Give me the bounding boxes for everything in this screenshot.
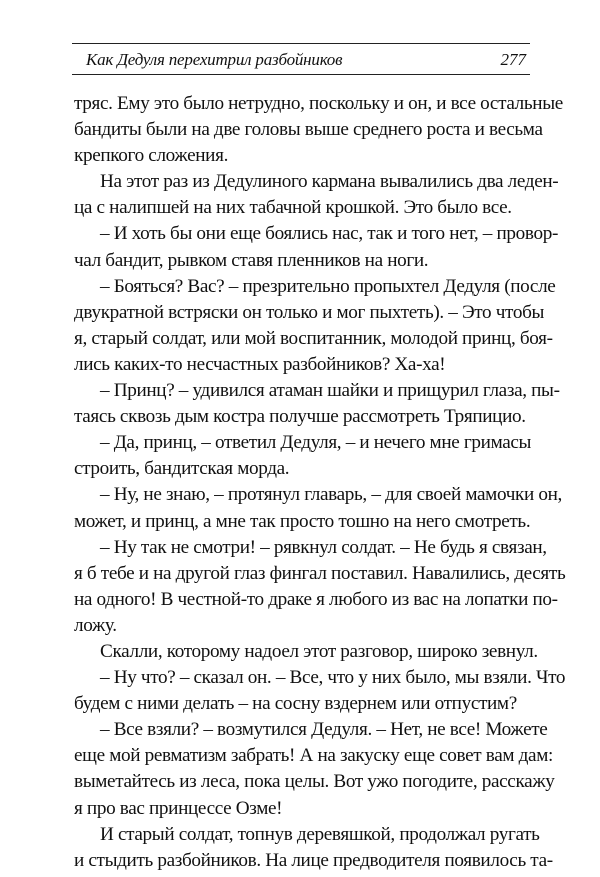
text-line: – Принц? – удивился атаман шайки и прищурил глаза, пы- <box>100 380 560 402</box>
text-line: строить, бандитская морда. <box>74 458 290 480</box>
text-line: Скалли, которому надоел этот разговор, широко зевнул. <box>100 640 538 662</box>
running-title: Как Дедуля перехитрил разбойников <box>86 50 343 69</box>
text-line: на одного! В честной-то драке я любого из вас на лопатки по- <box>74 588 558 610</box>
text-line: таясь сквозь дым костра получше рассмотреть Тряпицио. <box>74 406 526 428</box>
text-line: будем с ними делать – на сосну вздернем или отпустим? <box>74 693 517 715</box>
text-line: крепкого сложения. <box>74 145 229 167</box>
page-header <box>72 43 530 75</box>
text-line: На этот раз из Дедулиного кармана вывалились два леден- <box>100 171 559 193</box>
text-line: – Все взяли? – возмутился Дедуля. – Нет, не все! Можете <box>100 719 548 741</box>
text-line: еще мой ревматизм забрать! А на закуску еще совет вам дам: <box>74 745 553 767</box>
text-line: тряс. Ему это было нетрудно, поскольку и он, и все остальные <box>74 93 563 114</box>
text-line: я, старый солдат, или мой воспитанник, молодой принц, боя- <box>74 327 553 349</box>
text-line: ца с налипшей на них табачной крошкой. Это было все. <box>74 197 512 219</box>
text-line: – Ну что? – сказал он. – Все, что у них было, мы взяли. Что <box>100 667 566 689</box>
text-line: И старый солдат, топнув деревяшкой, продолжал ругать <box>100 823 540 845</box>
text-line: – И хоть бы они еще боялись нас, так и того нет, – провор- <box>100 223 558 245</box>
text-line: бандиты были на две головы выше среднего роста и весьма <box>74 119 543 141</box>
text-line: двукратной встряски он только и мог пыхтеть). – Это чтобы <box>74 301 545 323</box>
text-line: – Да, принц, – ответил Дедуля, – и нечего мне гримасы <box>100 432 532 454</box>
text-line: я про вас принцессе Озме! <box>74 797 283 819</box>
text-line: чал бандит, рывком ставя пленников на ноги. <box>74 249 429 271</box>
text-line: может, и принц, а мне так просто тошно на него смотреть. <box>74 510 531 532</box>
text-line: лись каких-то несчастных разбойников? Ха-ха! <box>74 353 446 375</box>
page-number: 277 <box>500 50 526 69</box>
text-line: и стыдить разбойников. На лице предводителя появилось та- <box>74 849 553 871</box>
text-line: – Ну, не знаю, – протянул главарь, – для своей мамочки он, <box>100 484 562 506</box>
body-text <box>74 91 566 874</box>
text-line: я б тебе и на другой глаз фингал поставил. Навалились, десять <box>74 562 566 584</box>
text-line: выметайтесь из леса, пока целы. Вот ужо погодите, расскажу <box>74 771 555 793</box>
text-line: – Ну так не смотри! – рявкнул солдат. – Не будь я связан, <box>100 536 547 558</box>
text-line: ложу. <box>74 614 117 636</box>
text-line: – Бояться? Вас? – презрительно пропыхтел Дедуля (после <box>100 275 556 297</box>
